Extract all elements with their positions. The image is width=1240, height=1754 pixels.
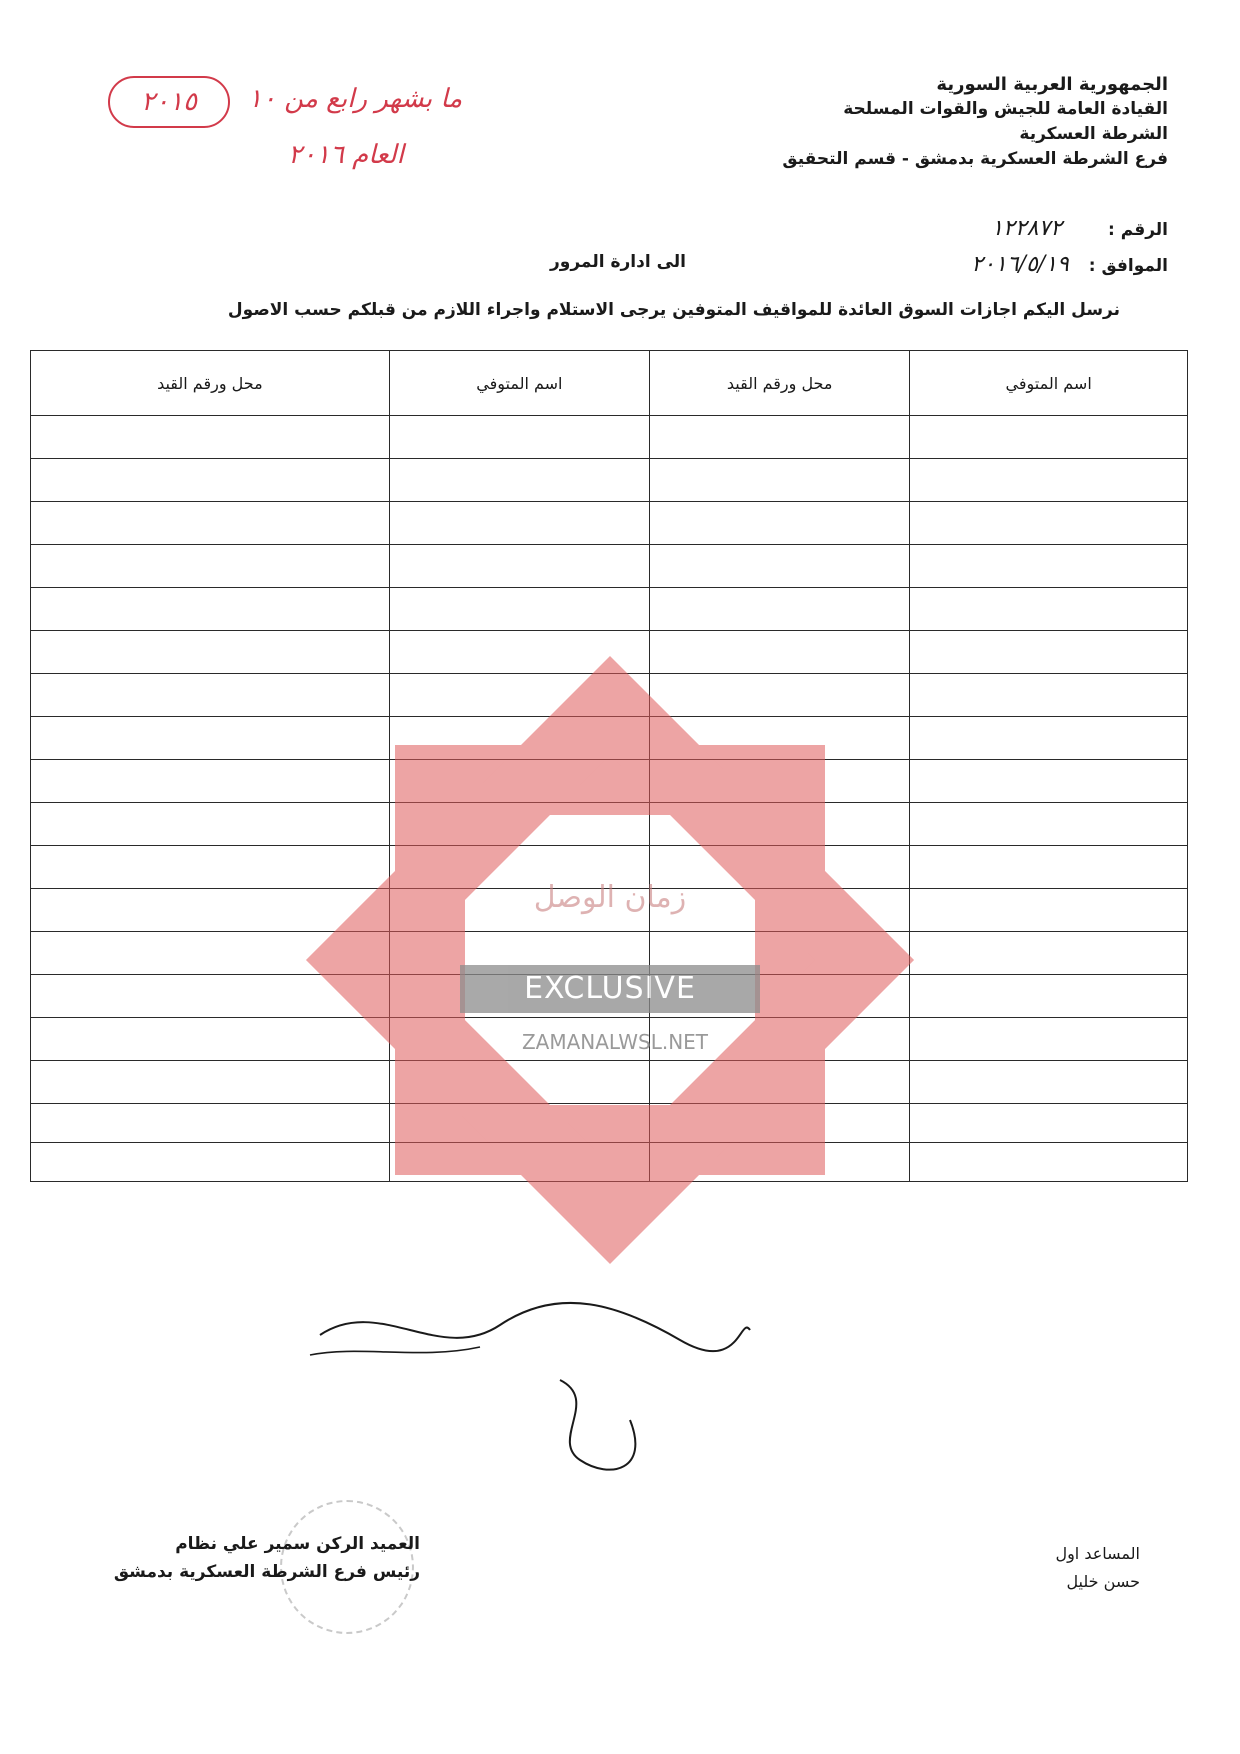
header-registry-2: محل ورقم القيد <box>31 351 390 416</box>
table-cell <box>910 1104 1188 1143</box>
table-cell <box>389 717 649 760</box>
table-cell <box>910 416 1188 459</box>
table-cell <box>650 717 910 760</box>
table-cell <box>31 631 390 674</box>
table-cell <box>650 545 910 588</box>
deceased-table <box>30 350 1188 1182</box>
table-row <box>31 803 1188 846</box>
table-row <box>31 545 1188 588</box>
table-row <box>31 717 1188 760</box>
signature-left-line-1: العميد الركن سمير علي نظام <box>175 1534 420 1554</box>
watermark-url: ZAMANALWSL.NET <box>521 1030 709 1054</box>
table-row <box>31 760 1188 803</box>
handwritten-scribble <box>540 1360 670 1480</box>
document-date <box>971 252 1168 277</box>
table-cell <box>910 1061 1188 1104</box>
watermark-logo: زمان الوصل <box>533 880 687 915</box>
header-name-2: اسم المتوفي <box>389 351 649 416</box>
table-header-row <box>31 351 1188 416</box>
table-cell <box>650 1143 910 1182</box>
table-cell <box>910 803 1188 846</box>
table-cell <box>650 1061 910 1104</box>
table-cell <box>389 803 649 846</box>
table-cell <box>31 846 390 889</box>
table-cell <box>389 1104 649 1143</box>
table-cell <box>31 502 390 545</box>
table-cell <box>910 889 1188 932</box>
reference-number <box>991 216 1168 241</box>
table-cell <box>389 459 649 502</box>
table-cell <box>910 502 1188 545</box>
letterhead <box>748 72 1168 172</box>
table-cell <box>910 846 1188 889</box>
closing-note <box>300 1285 760 1381</box>
letterhead-line-1: الجمهورية العربية السورية <box>936 74 1168 95</box>
letterhead-line-2: القيادة العامة للجيش والقوات المسلحة <box>843 99 1168 119</box>
table-cell <box>31 889 390 932</box>
table-cell <box>910 1143 1188 1182</box>
table-cell <box>650 631 910 674</box>
table-cell <box>910 588 1188 631</box>
table-cell <box>389 416 649 459</box>
table-cell <box>389 631 649 674</box>
table-row <box>31 631 1188 674</box>
table-row-empty <box>31 1104 1188 1143</box>
date-value: ٢٠١٦/٥/١٩ <box>971 252 1069 277</box>
table-cell <box>910 674 1188 717</box>
table-cell <box>31 803 390 846</box>
table-row <box>31 502 1188 545</box>
recipient: الى ادارة المرور <box>550 252 686 272</box>
table-cell <box>389 760 649 803</box>
table-row-empty <box>31 1143 1188 1182</box>
table-cell <box>650 1104 910 1143</box>
note-year-box: ٢٠١٥ <box>108 76 230 128</box>
table-cell <box>31 760 390 803</box>
table-cell <box>910 932 1188 975</box>
table-cell <box>389 545 649 588</box>
table-cell <box>910 631 1188 674</box>
table-row <box>31 1061 1188 1104</box>
signature-block-left <box>40 1530 420 1586</box>
table-cell <box>31 588 390 631</box>
table-cell <box>31 674 390 717</box>
table-cell <box>650 459 910 502</box>
header-name-1: اسم المتوفي <box>910 351 1188 416</box>
handwritten-note <box>108 70 488 190</box>
table-cell <box>31 975 390 1018</box>
signature-left-line-2: رئيس فرع الشرطة العسكرية بدمشق <box>113 1562 420 1582</box>
table-cell <box>31 1104 390 1143</box>
watermark-label: EXCLUSIVE <box>460 965 760 1013</box>
intro-paragraph: نرسل اليكم اجازات السوق العائدة للمواقيف المتوفين يرجى الاستلام واجراء اللازم من قبلكم حسب الاصول <box>227 300 1120 320</box>
table-row <box>31 588 1188 631</box>
letterhead-line-4: فرع الشرطة العسكرية بدمشق - قسم التحقيق <box>782 149 1168 169</box>
table-cell <box>650 674 910 717</box>
date-label: الموافق : <box>1088 256 1168 276</box>
table-cell <box>31 545 390 588</box>
reference-label: الرقم : <box>1108 220 1168 240</box>
letterhead-line-3: الشرطة العسكرية <box>1019 124 1168 144</box>
table-cell <box>31 416 390 459</box>
table-cell <box>650 588 910 631</box>
table-cell <box>31 717 390 760</box>
table-cell <box>910 717 1188 760</box>
table-cell <box>650 502 910 545</box>
note-line-1: ما بشهر رابع من ١٠ <box>248 84 463 114</box>
table-cell <box>389 588 649 631</box>
table-cell <box>389 1143 649 1182</box>
table-cell <box>31 932 390 975</box>
table-cell <box>910 760 1188 803</box>
table-row <box>31 459 1188 502</box>
signature-right-line-2: حسن خليل <box>1066 1572 1140 1591</box>
table-cell <box>31 1061 390 1104</box>
signature-right-line-1: المساعد اول <box>1055 1544 1140 1563</box>
reference-value: ١٢٢٨٧٢ <box>991 216 1063 241</box>
handwritten-closing-scribble <box>300 1285 760 1375</box>
table-cell <box>650 760 910 803</box>
table-cell <box>31 1143 390 1182</box>
table-cell <box>31 459 390 502</box>
table-cell <box>650 803 910 846</box>
table-row <box>31 674 1188 717</box>
table-cell <box>650 416 910 459</box>
table-cell <box>31 1018 390 1061</box>
table-cell <box>389 674 649 717</box>
table-row <box>31 416 1188 459</box>
table-cell <box>389 502 649 545</box>
header-registry-1: محل ورقم القيد <box>650 351 910 416</box>
table-cell <box>910 1018 1188 1061</box>
table-cell <box>389 1061 649 1104</box>
table-cell <box>910 975 1188 1018</box>
table-cell <box>910 545 1188 588</box>
note-line-2: العام ٢٠١٦ <box>288 140 404 170</box>
table-cell <box>910 459 1188 502</box>
signature-block-right <box>920 1540 1140 1596</box>
